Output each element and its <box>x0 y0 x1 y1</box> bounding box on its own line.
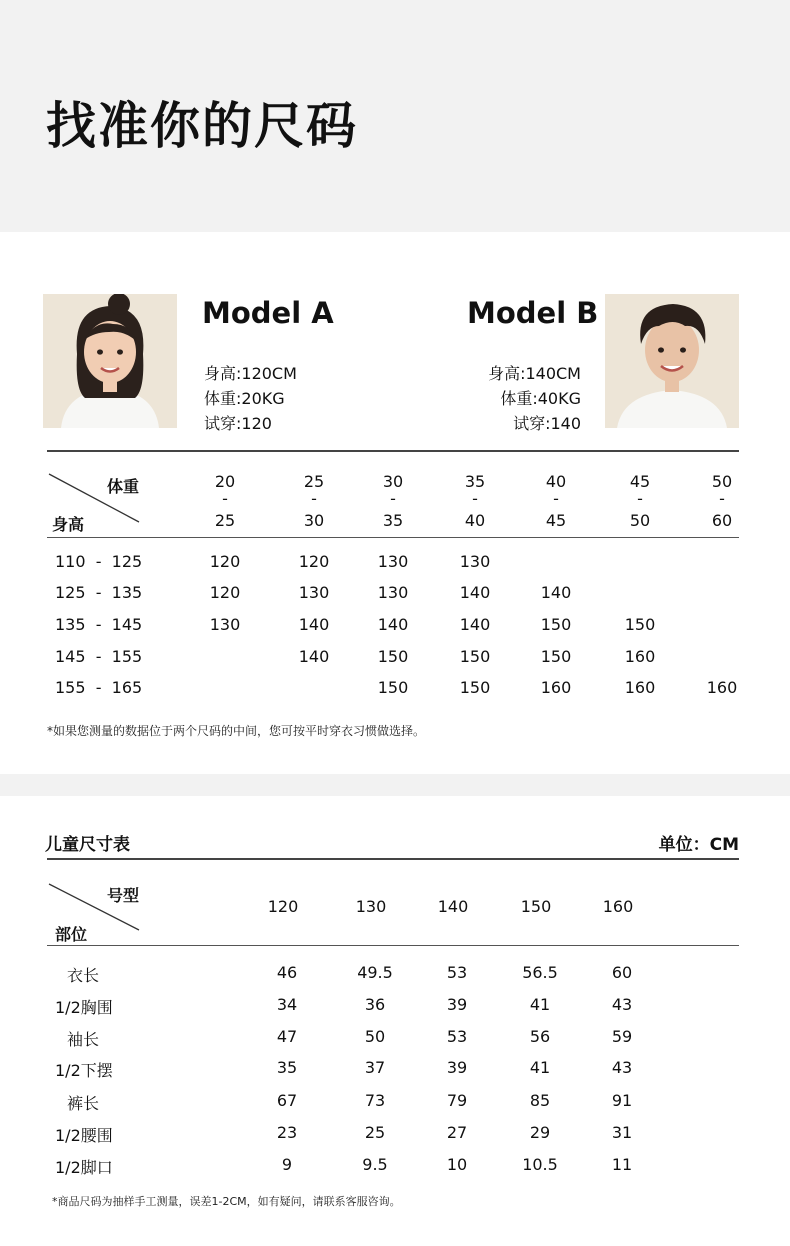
measurement-value: 39 <box>446 995 468 1014</box>
measurement-value: 59 <box>611 1027 633 1046</box>
height-range-label: 125 - 135 <box>55 583 143 602</box>
recommended-size: 160 <box>624 678 656 697</box>
weight-range-dash: - <box>719 489 725 508</box>
height-range-label: 155 - 165 <box>55 678 143 697</box>
recommended-size: 140 <box>459 615 491 634</box>
model-b-photo <box>605 294 739 428</box>
size-column-header: 120 <box>267 897 299 916</box>
weight-range-from: 30 <box>382 472 404 491</box>
weight-range-to: 25 <box>214 511 236 530</box>
measurement-value: 43 <box>611 995 633 1014</box>
weight-range-dash: - <box>472 489 478 508</box>
weight-range-dash: - <box>390 489 396 508</box>
measurement-value: 41 <box>529 1058 551 1077</box>
measurement-value: 34 <box>276 995 298 1014</box>
measurements-title: 儿童尺寸表 <box>45 835 130 855</box>
hero-banner <box>0 0 790 232</box>
size-guide-corner-weight: 体重 <box>107 477 140 496</box>
size-column-header: 160 <box>602 897 634 916</box>
recommended-size: 120 <box>209 552 241 571</box>
weight-range-from: 45 <box>629 472 651 491</box>
measurement-value: 25 <box>364 1123 386 1142</box>
model-b-name: Model B <box>467 296 599 330</box>
recommended-size: 150 <box>459 678 491 697</box>
measurement-value: 29 <box>529 1123 551 1142</box>
model-a-weight: 体重:20KG <box>204 389 285 408</box>
size-column-header: 130 <box>355 897 387 916</box>
recommended-size: 150 <box>540 647 572 666</box>
height-range-label: 110 - 125 <box>55 552 143 571</box>
measurement-value: 53 <box>446 1027 468 1046</box>
recommended-size: 140 <box>298 647 330 666</box>
measurement-value: 56 <box>529 1027 551 1046</box>
measurements-unit: 单位：CM <box>658 835 739 855</box>
model-a-height: 身高:120CM <box>204 364 297 383</box>
measurements-corner-part: 部位 <box>55 925 88 944</box>
measurements-top-rule <box>47 858 739 860</box>
measurement-value: 37 <box>364 1058 386 1077</box>
model-b-height: 身高:140CM <box>488 364 581 383</box>
recommended-size: 150 <box>540 615 572 634</box>
recommended-size: 130 <box>377 583 409 602</box>
recommended-size: 150 <box>459 647 491 666</box>
recommended-size: 140 <box>298 615 330 634</box>
measurement-value: 36 <box>364 995 386 1014</box>
size-guide-note: *如果您测量的数据位于两个尺码的中间，您可按平时穿衣习惯做选择。 <box>47 724 426 738</box>
weight-range-from: 25 <box>303 472 325 491</box>
size-column-header: 140 <box>437 897 469 916</box>
measurement-value: 43 <box>611 1058 633 1077</box>
measurement-value: 47 <box>276 1027 298 1046</box>
measurement-value: 91 <box>611 1091 633 1110</box>
recommended-size: 160 <box>624 647 656 666</box>
recommended-size: 150 <box>624 615 656 634</box>
recommended-size: 130 <box>209 615 241 634</box>
body-part-label: 1/2脚口 <box>55 1158 113 1177</box>
measurement-value: 41 <box>529 995 551 1014</box>
measurement-value: 60 <box>611 963 633 982</box>
recommended-size: 130 <box>459 552 491 571</box>
measurement-value: 85 <box>529 1091 551 1110</box>
weight-range-to: 50 <box>629 511 651 530</box>
recommended-size: 130 <box>298 583 330 602</box>
measurement-value: 46 <box>276 963 298 982</box>
model-b-weight: 体重:40KG <box>500 389 581 408</box>
measurement-value: 73 <box>364 1091 386 1110</box>
weight-range-to: 45 <box>545 511 567 530</box>
recommended-size: 130 <box>377 552 409 571</box>
height-range-label: 135 - 145 <box>55 615 143 634</box>
body-part-label: 1/2腰围 <box>55 1126 113 1145</box>
measurement-value: 10 <box>446 1155 468 1174</box>
size-guide-top-rule <box>47 450 739 452</box>
weight-range-to: 35 <box>382 511 404 530</box>
body-part-label: 衣长 <box>67 966 100 985</box>
weight-range-from: 20 <box>214 472 236 491</box>
measurements-corner-size: 号型 <box>107 886 140 905</box>
measurement-value: 67 <box>276 1091 298 1110</box>
recommended-size: 120 <box>298 552 330 571</box>
size-guide-corner-height: 身高 <box>52 515 85 534</box>
height-range-label: 145 - 155 <box>55 647 143 666</box>
weight-range-from: 50 <box>711 472 733 491</box>
recommended-size: 140 <box>540 583 572 602</box>
recommended-size: 140 <box>377 615 409 634</box>
weight-range-dash: - <box>222 489 228 508</box>
measurement-value: 50 <box>364 1027 386 1046</box>
measurements-note: *商品尺码为抽样手工测量，误差1-2CM，如有疑问，请联系客服咨询。 <box>52 1195 401 1208</box>
measurement-value: 27 <box>446 1123 468 1142</box>
page-title: 找准你的尺码 <box>46 97 358 155</box>
weight-range-dash: - <box>637 489 643 508</box>
model-a-name: Model A <box>202 296 334 330</box>
body-part-label: 袖长 <box>67 1030 100 1049</box>
body-part-label: 1/2下摆 <box>55 1061 113 1080</box>
section-divider <box>0 774 790 796</box>
body-part-label: 1/2胸围 <box>55 998 113 1017</box>
recommended-size: 160 <box>540 678 572 697</box>
recommended-size: 120 <box>209 583 241 602</box>
weight-range-to: 60 <box>711 511 733 530</box>
measurement-value: 39 <box>446 1058 468 1077</box>
weight-range-from: 40 <box>545 472 567 491</box>
weight-range-dash: - <box>311 489 317 508</box>
measurement-value: 35 <box>276 1058 298 1077</box>
recommended-size: 140 <box>459 583 491 602</box>
measurement-value: 23 <box>276 1123 298 1142</box>
size-guide-header-rule <box>47 537 739 538</box>
measurements-header-rule <box>47 945 739 946</box>
model-b-size: 试穿:140 <box>513 414 581 433</box>
measurement-value: 56.5 <box>522 963 558 982</box>
measurement-value: 79 <box>446 1091 468 1110</box>
weight-range-from: 35 <box>464 472 486 491</box>
measurement-value: 10.5 <box>522 1155 558 1174</box>
body-part-label: 裤长 <box>67 1094 100 1113</box>
size-column-header: 150 <box>520 897 552 916</box>
measurement-value: 53 <box>446 963 468 982</box>
recommended-size: 150 <box>377 647 409 666</box>
measurement-value: 11 <box>611 1155 633 1174</box>
measurement-value: 9 <box>281 1155 293 1174</box>
weight-range-dash: - <box>553 489 559 508</box>
recommended-size: 160 <box>706 678 738 697</box>
model-a-photo <box>43 294 177 428</box>
measurement-value: 49.5 <box>357 963 393 982</box>
weight-range-to: 40 <box>464 511 486 530</box>
recommended-size: 150 <box>377 678 409 697</box>
measurement-value: 31 <box>611 1123 633 1142</box>
measurement-value: 9.5 <box>362 1155 388 1174</box>
weight-range-to: 30 <box>303 511 325 530</box>
model-a-size: 试穿:120 <box>204 414 272 433</box>
